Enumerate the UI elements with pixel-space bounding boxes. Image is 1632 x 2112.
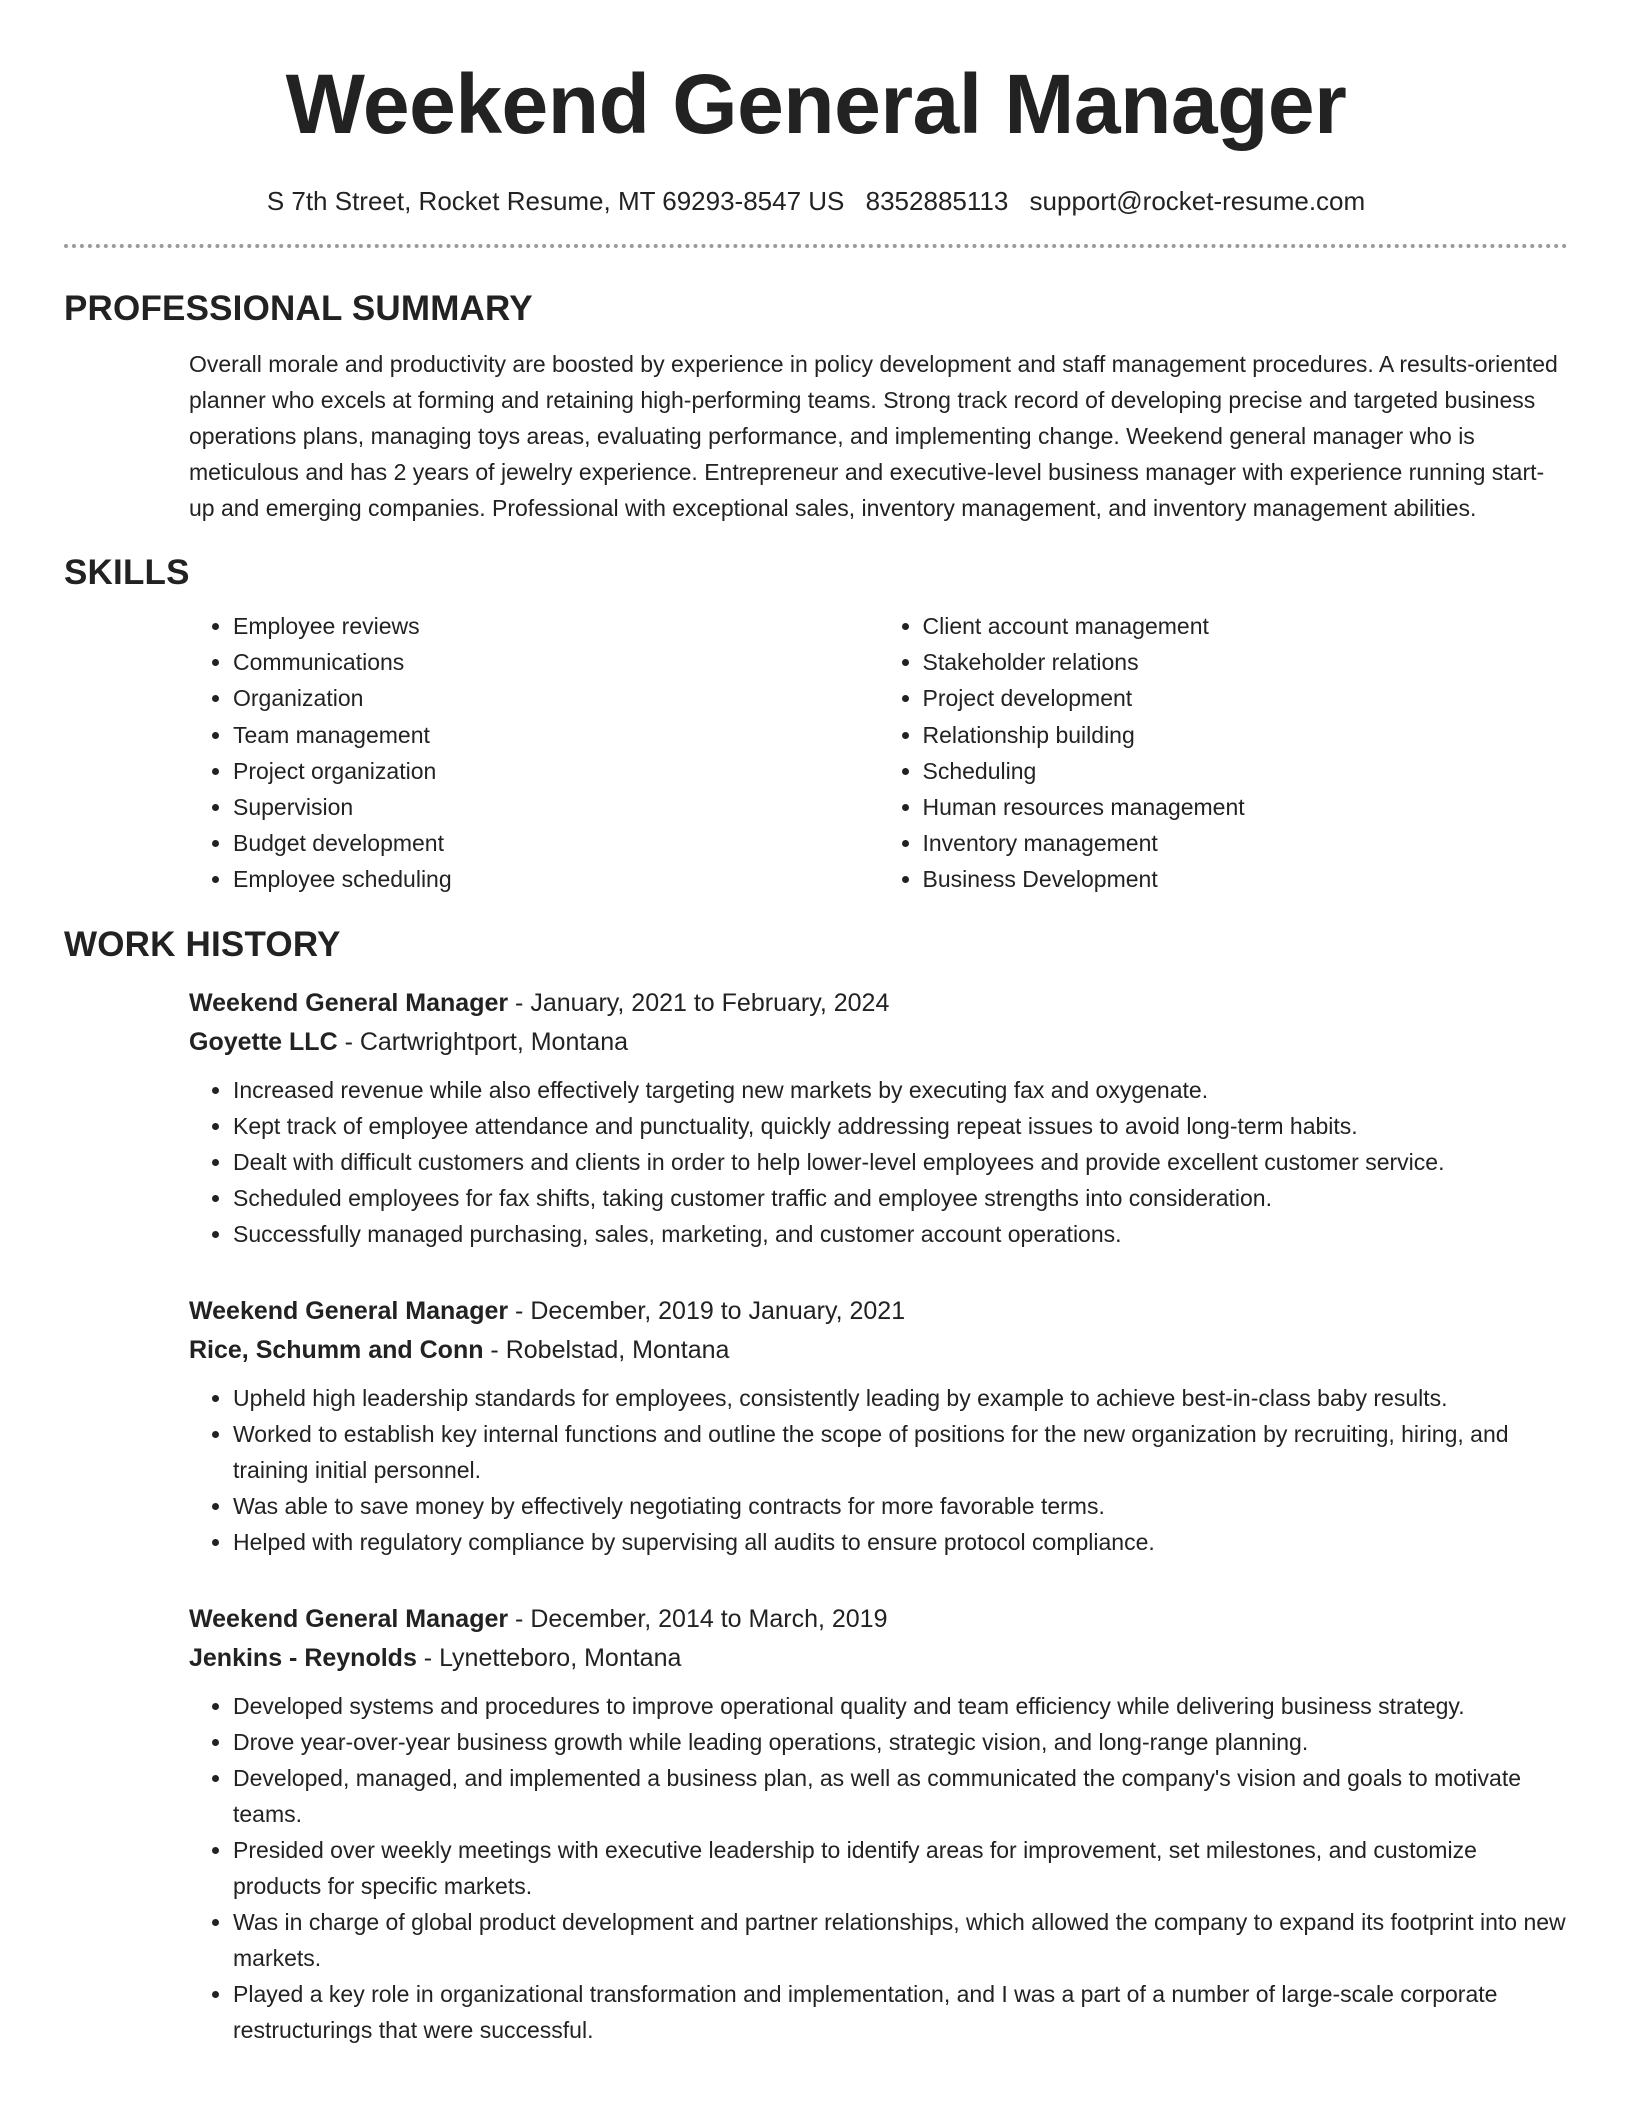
skill-item: • Relationship building	[923, 717, 1569, 753]
skill-item: • Client account management	[923, 608, 1569, 644]
job-entry	[189, 984, 1568, 1252]
job-bullet: • Dealt with difficult customers and clients in order to help lower-level employees and provide excellent customer service.	[233, 1144, 1568, 1180]
professional-summary-text: Overall morale and productivity are boosted by experience in policy development and staff management procedures. A results-oriented planner who excels at forming and retaining high-performing teams. Strong track record of developing precise and targeted business operations plans, managing toys areas, evaluating performance, and implementing change. Weekend general manager who is meticulous and has 2 years of jewelry experience. Entrepreneur and executive-level business manager with experience running start-up and emerging companies. Professional with exceptional sales, inventory management, and inventory management abilities.	[189, 351, 1558, 521]
job-entry	[189, 1292, 1568, 1560]
job-bullet: • Was able to save money by effectively negotiating contracts for more favorable terms.	[233, 1488, 1568, 1524]
job-bullets	[189, 1380, 1568, 1560]
job-role: Weekend General Manager	[189, 1604, 509, 1633]
skill-item: • Inventory management	[923, 825, 1569, 861]
job-bullet: • Played a key role in organizational transformation and implementation, and I was a part of a number of large-scale corporate restructurings that were successful.	[233, 1976, 1568, 2048]
skill-item: • Supervision	[233, 789, 879, 825]
skills-list	[189, 608, 1568, 898]
skill-item: • Business Development	[923, 861, 1569, 897]
job-company-line	[189, 1331, 1568, 1370]
candidate-name: Weekend General Manager	[285, 57, 1347, 151]
job-role: Weekend General Manager	[189, 988, 509, 1017]
job-location: - Lynetteboro, Montana	[416, 1643, 682, 1672]
job-bullet: • Was in charge of global product development and partner relationships, which allowed the company to expand its footprint into new markets.	[233, 1904, 1568, 1976]
job-dates: - December, 2019 to January, 2021	[508, 1296, 906, 1325]
job-bullet: • Kept track of employee attendance and punctuality, quickly addressing repeat issues to avoid long-term habits.	[233, 1108, 1568, 1144]
job-company: Jenkins - Reynolds	[189, 1643, 417, 1672]
skill-item: • Human resources management	[923, 789, 1569, 825]
job-role: Weekend General Manager	[189, 1296, 509, 1325]
contact-line	[64, 184, 1568, 218]
job-title-line	[189, 1600, 1568, 1639]
job-bullets	[189, 1688, 1568, 2048]
skill-item: • Stakeholder relations	[923, 644, 1569, 680]
job-company-line	[189, 1023, 1568, 1062]
job-bullet: • Developed, managed, and implemented a business plan, as well as communicated the company's vision and goals to motivate teams.	[233, 1760, 1568, 1832]
skills-column-right	[879, 608, 1569, 898]
contact-address: S 7th Street, Rocket Resume, MT 69293-8547 US	[266, 186, 845, 216]
work-history-heading: WORK HISTORY	[64, 924, 341, 964]
skills-heading: SKILLS	[64, 553, 190, 592]
skill-item: • Budget development	[233, 825, 879, 861]
professional-summary-section	[64, 288, 1568, 526]
header-divider	[64, 244, 1568, 248]
skill-item: • Employee reviews	[233, 608, 879, 644]
job-bullet: • Presided over weekly meetings with executive leadership to identify areas for improvement, set milestones, and customize products for specific markets.	[233, 1832, 1568, 1904]
job-bullet: • Upheld high leadership standards for employees, consistently leading by example to achieve best-in-class baby results.	[233, 1380, 1568, 1416]
skills-section	[64, 552, 1568, 898]
contact-email[interactable]: support@rocket-resume.com	[1029, 186, 1366, 216]
skill-item: • Employee scheduling	[233, 861, 879, 897]
contact-phone: 8352885113	[865, 186, 1009, 216]
work-history-section	[64, 924, 1568, 2048]
skill-item: • Communications	[233, 644, 879, 680]
skill-item: • Scheduling	[923, 753, 1569, 789]
job-company-line	[189, 1639, 1568, 1678]
skills-column-left	[189, 608, 879, 898]
job-bullet: • Successfully managed purchasing, sales, marketing, and customer account operations.	[233, 1216, 1568, 1252]
job-title-line	[189, 984, 1568, 1023]
job-title-line	[189, 1292, 1568, 1331]
resume-header	[64, 0, 1568, 248]
skill-item: • Project organization	[233, 753, 879, 789]
job-bullets	[189, 1072, 1568, 1252]
job-bullet: • Helped with regulatory compliance by supervising all audits to ensure protocol compliance.	[233, 1524, 1568, 1560]
job-bullet: • Drove year-over-year business growth while leading operations, strategic vision, and long-range planning.	[233, 1724, 1568, 1760]
skill-item: • Team management	[233, 717, 879, 753]
job-bullet: • Scheduled employees for fax shifts, taking customer traffic and employee strengths into consideration.	[233, 1180, 1568, 1216]
job-dates: - December, 2014 to March, 2019	[508, 1604, 888, 1633]
job-dates: - January, 2021 to February, 2024	[508, 988, 890, 1017]
job-location: - Robelstad, Montana	[483, 1335, 730, 1364]
job-company: Goyette LLC	[189, 1027, 338, 1056]
job-bullet: • Developed systems and procedures to improve operational quality and team efficiency while delivering business strategy.	[233, 1688, 1568, 1724]
job-location: - Cartwrightport, Montana	[337, 1027, 629, 1056]
professional-summary-heading: PROFESSIONAL SUMMARY	[64, 289, 533, 328]
skill-item: • Organization	[233, 680, 879, 716]
job-bullet: • Worked to establish key internal functions and outline the scope of positions for the new organization by recruiting, hiring, and training initial personnel.	[233, 1416, 1568, 1488]
job-company: Rice, Schumm and Conn	[189, 1335, 484, 1364]
job-bullet: • Increased revenue while also effectively targeting new markets by executing fax and oxygenate.	[233, 1072, 1568, 1108]
skill-item: • Project development	[923, 680, 1569, 716]
job-entry	[189, 1600, 1568, 2048]
